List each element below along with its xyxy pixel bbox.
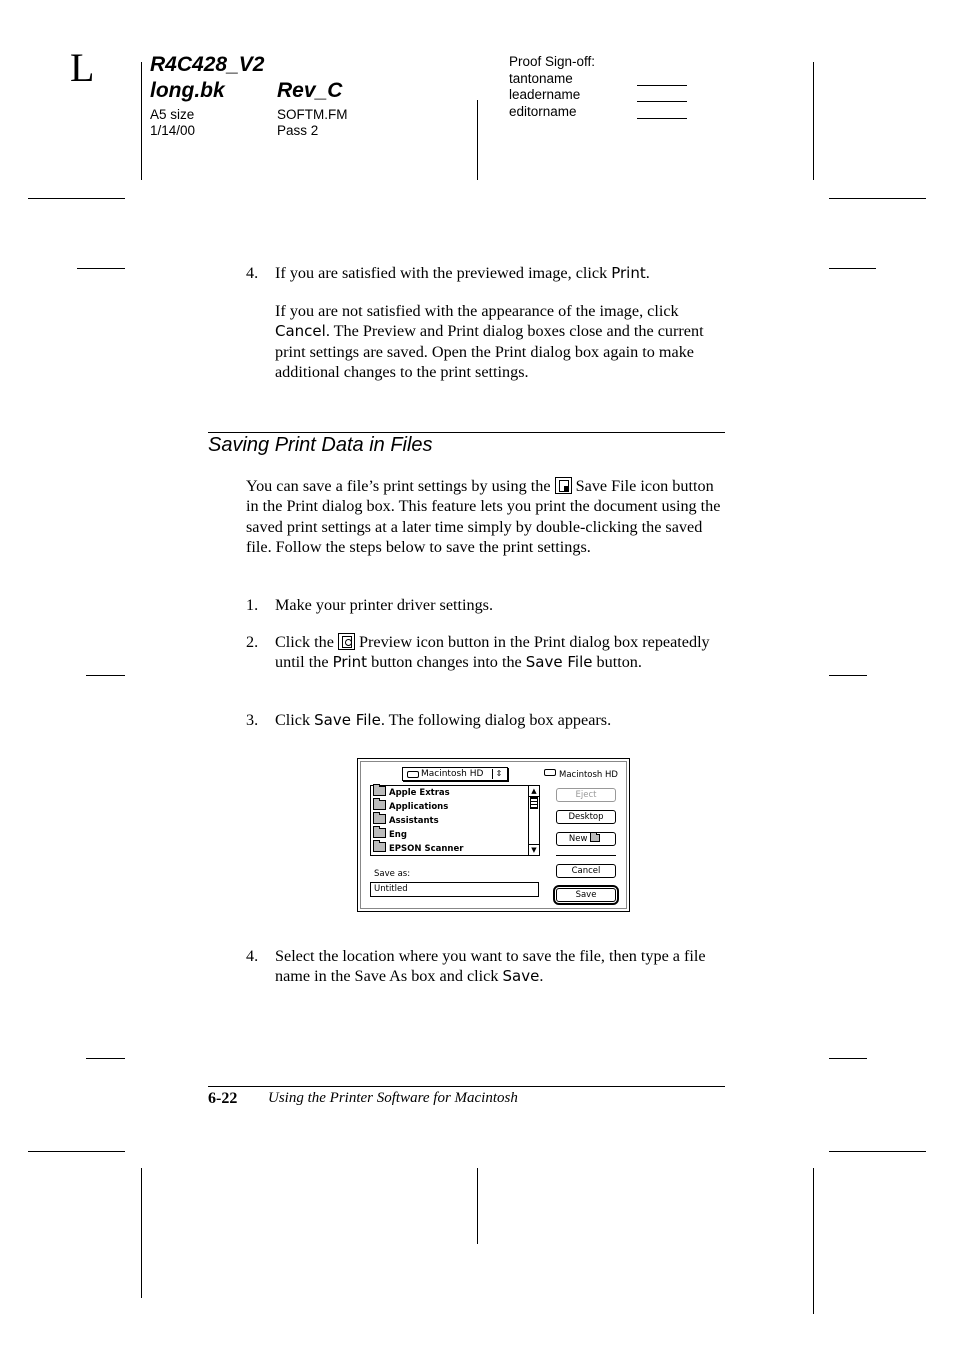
- date: 1/14/00: [150, 123, 196, 138]
- list-item[interactable]: EPSON Scanner: [373, 842, 463, 855]
- folder-icon: [373, 842, 386, 852]
- location-popup[interactable]: [402, 767, 508, 781]
- paragraph: If you are not satisfied with the appearance of the image, click Cancel. The Preview and Print dialog boxes close and the current print settings are saved. Open the Print dialog box again to make additional changes to the print settings.: [275, 302, 704, 381]
- crop-mark: [477, 100, 478, 180]
- crop-mark: [813, 62, 814, 180]
- step-text: If you are satisfied with the previewed image, click Print.: [275, 264, 650, 282]
- folder-icon: [373, 786, 386, 796]
- signoff-name: editorname: [509, 104, 577, 119]
- step-text: Click the Preview icon button in the Print dialog box repeatedly until the Print button changes into the Save File button.: [275, 633, 710, 672]
- volume-label: Macintosh HD: [544, 769, 618, 780]
- scroll-down-arrow-icon[interactable]: ▼: [529, 844, 539, 855]
- crop-mark: [477, 1168, 478, 1244]
- save-file-icon: [555, 477, 572, 494]
- signoff-line: [637, 85, 687, 86]
- location-popup-label: Macintosh HD: [421, 769, 484, 779]
- scroll-up-arrow-icon[interactable]: ▲: [529, 786, 539, 797]
- section-rule: [208, 432, 725, 433]
- running-footer: Using the Printer Software for Macintosh: [268, 1090, 518, 1106]
- folder-icon: [373, 814, 386, 824]
- step-number: 4.: [246, 947, 259, 965]
- ui-print-label: Print: [611, 264, 646, 282]
- crop-mark: [829, 1058, 867, 1059]
- signoff-title: Proof Sign-off:: [509, 54, 596, 69]
- crop-mark: [141, 62, 142, 180]
- ui-save-file-label: Save File: [314, 711, 381, 729]
- save-dialog: [357, 758, 630, 912]
- signoff-name: tantoname: [509, 71, 573, 86]
- cancel-button[interactable]: Cancel: [556, 864, 616, 878]
- job-code: R4C428_V2: [150, 53, 265, 76]
- corner-mark: L: [70, 45, 95, 90]
- crop-mark: [141, 1168, 142, 1298]
- crop-mark: [28, 198, 125, 199]
- signoff-line: [637, 101, 687, 102]
- step-number: 3.: [246, 711, 259, 729]
- section-title: Saving Print Data in Files: [208, 434, 433, 456]
- crop-mark: [829, 675, 867, 676]
- revision: Rev_C: [277, 79, 343, 102]
- save-button[interactable]: Save: [556, 888, 616, 902]
- crop-mark: [77, 268, 125, 269]
- file-list-scrollbar[interactable]: [528, 786, 539, 855]
- dialog-divider: [556, 855, 616, 856]
- step-number: 2.: [246, 633, 259, 651]
- step-number: 4.: [246, 264, 259, 282]
- step-text: Select the location where you want to save the file, then type a file name in the Save As box and click Save.: [275, 947, 706, 986]
- folder-icon: [373, 828, 386, 838]
- new-folder-button[interactable]: New: [556, 832, 616, 846]
- hard-drive-icon: [544, 769, 556, 776]
- book-file: long.bk: [150, 79, 225, 102]
- step-text: Make your printer driver settings.: [275, 596, 494, 614]
- page-number: 6-22: [208, 1090, 238, 1107]
- preview-icon: [338, 633, 355, 650]
- page-size: A5 size: [150, 107, 195, 122]
- signoff-line: [637, 118, 687, 119]
- crop-mark: [86, 675, 125, 676]
- step-number: 1.: [246, 596, 259, 614]
- new-folder-icon: [590, 834, 600, 842]
- crop-mark: [28, 1151, 125, 1152]
- hard-drive-icon: [407, 771, 419, 778]
- pass-number: Pass 2: [277, 123, 319, 138]
- ui-save-file-label: Save File: [525, 653, 593, 672]
- ui-cancel-label: Cancel: [275, 322, 326, 341]
- intro-paragraph: You can save a file’s print settings by using the Save File icon button in the Print dialog box. This feature lets you print the document using the saved print settings at a later time simply by double-clicking the saved file. Follow the steps below to save the print settings.: [246, 477, 721, 556]
- ui-print-label: Print: [332, 653, 368, 672]
- crop-mark: [86, 1058, 125, 1059]
- desktop-button[interactable]: Desktop: [556, 810, 616, 824]
- crop-mark: [829, 1151, 926, 1152]
- source-file: SOFTM.FM: [277, 107, 348, 122]
- ui-save-label: Save: [502, 967, 540, 986]
- file-list[interactable]: [370, 785, 540, 856]
- save-as-input[interactable]: Untitled: [370, 882, 539, 897]
- scroll-thumb[interactable]: [530, 797, 538, 809]
- crop-mark: [829, 268, 876, 269]
- list-item[interactable]: Assistants: [373, 814, 439, 827]
- crop-mark: [813, 1168, 814, 1314]
- folder-icon: [373, 800, 386, 810]
- list-item[interactable]: Applications: [373, 800, 448, 813]
- eject-button[interactable]: Eject: [556, 788, 616, 802]
- footer-rule: [208, 1086, 725, 1087]
- list-item[interactable]: Eng: [373, 828, 407, 841]
- save-as-label: Save as:: [374, 869, 411, 879]
- crop-mark: [829, 198, 926, 199]
- step-text: Click Save File. The following dialog box appears.: [275, 711, 612, 729]
- popup-arrows-icon: ⇕: [492, 769, 505, 779]
- list-item[interactable]: Apple Extras: [373, 786, 450, 799]
- signoff-name: leadername: [509, 87, 581, 102]
